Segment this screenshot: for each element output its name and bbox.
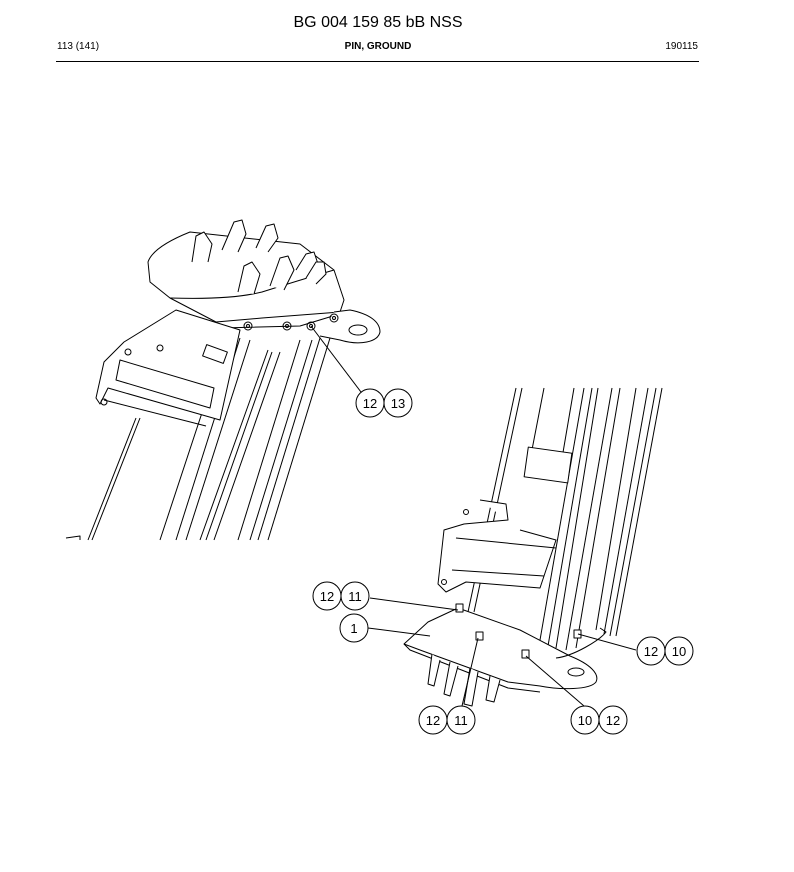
callout-label: 12 [319,589,335,604]
upper-assembly [66,220,380,540]
callout-label: 12 [643,644,659,659]
page-number: 113 (141) [57,41,100,52]
page-title: PIN, GROUND [344,41,412,52]
callout-label: 10 [671,644,687,659]
callout-label: 12 [425,713,441,728]
callout-label: 13 [390,396,406,411]
callout-label: 1 [350,621,358,636]
lower-assembly [368,388,662,706]
callout-label: 11 [454,713,468,728]
callout-label: 10 [577,713,593,728]
document-date: 190115 [665,41,698,52]
callout-label: 12 [605,713,621,728]
document-code: BG 004 159 85 bB NSS [293,14,463,31]
callout-label: 12 [362,396,378,411]
callout-label: 11 [348,589,362,604]
